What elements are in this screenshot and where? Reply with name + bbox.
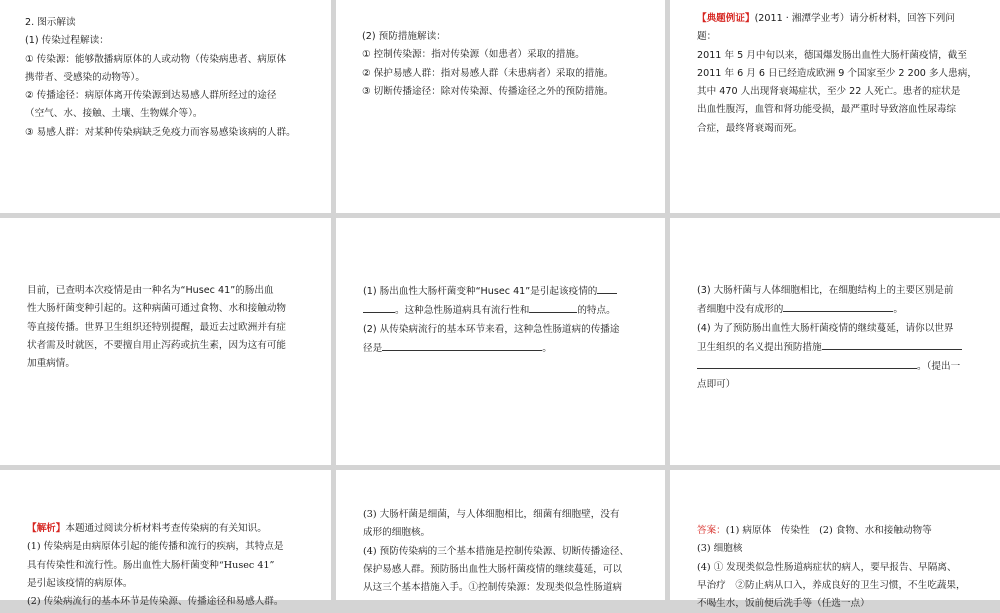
slide-5[interactable]	[336, 218, 665, 465]
text-line: 【解析】本题通过阅读分析材料考查传染病的有关知识。	[27, 523, 267, 534]
question-line: (2) 从传染病流行的基本环节来看，这种急性肠道病的传播途	[363, 323, 620, 335]
text-line: (2) 传染病流行的基本环节是传染源、传播途径和易感人群。	[27, 596, 284, 608]
text-line: ① 控制传染源：指对传染源（如患者）采取的措施。	[362, 49, 585, 61]
question-line: 。（提出一	[697, 357, 986, 376]
slide-4[interactable]	[0, 218, 331, 465]
text-line: ② 传播途径：病原体离开传染源到达易感人群所经过的途径	[25, 90, 277, 102]
text-line: (2) 预防措施解读：	[362, 31, 446, 42]
answer-label: 答案：	[697, 525, 726, 536]
answer-blank	[529, 301, 577, 313]
answer-blank	[783, 300, 893, 312]
text-line: 不喝生水，饭前便后洗手等（任选一点）	[697, 598, 870, 610]
question-line: 卫生组织的名义提出预防措施	[697, 338, 986, 357]
question-line: (3) 大肠杆菌与人体细胞相比，在细胞结构上的主要区别是前	[697, 285, 954, 296]
text-line: 从这三个基本措施入手。①控制传染源：发现类似急性肠道病	[363, 582, 623, 594]
example-source: (2011 · 湘潭学业考）请分析材料，回答下列问	[754, 13, 955, 24]
text-line: 成形的细胞核。	[363, 527, 431, 539]
text-line: 保护易感人群。预防肠出血性大肠杆菌疫情的继续蔓延，可以	[363, 563, 623, 575]
text-line: 目前，已查明本次疫情是由一种名为“Husec 41”的肠出血	[27, 285, 274, 296]
text-line: 早治疗 ②防止病从口入，养成良好的卫生习惯，不生吃蔬果，	[697, 579, 966, 591]
text-line: ③ 易感人群：对某种传染病缺乏免疫力而容易感染该病的人群。	[25, 126, 296, 138]
text-line: 2011 年 5 月中旬以来，德国爆发肠出血性大肠杆菌疫情，截至	[697, 49, 967, 61]
slide-9[interactable]	[670, 470, 1000, 610]
slide-7[interactable]	[0, 470, 331, 608]
text-line: 等直接传播。世界卫生组织还特别提醒，最近去过欧洲并有症	[27, 321, 287, 333]
question-line: 点即可）	[697, 379, 736, 391]
text-line: (1) 传染过程解读：	[25, 35, 109, 47]
answer-blank	[822, 338, 962, 350]
question-line: 径是 。	[363, 339, 657, 358]
question-line: 者细胞中没有成形的 。	[697, 300, 986, 319]
text-line: 2. 图示解读	[25, 17, 76, 28]
text-line	[697, 10, 980, 28]
question-line: 。这种急性肠道病具有流行性和 的特点。	[363, 301, 657, 320]
text-line: 2011 年 6 月 6 日已经造成欧洲 9 个国家至少 2 200 多人患病，	[697, 67, 977, 79]
text-line: 加重病情。	[27, 358, 75, 370]
text-line: （空气、水、接触、土壤、生物媒介等）。	[25, 108, 203, 120]
text-line: (4) ① 发现类似急性肠道病症状的病人，要早报告、早隔离、	[697, 561, 957, 573]
text-line: (3) 大肠杆菌是细菌，与人体细胞相比，细菌有细胞壁，没有	[363, 509, 620, 520]
text-line: 携带者、受感染的动物等）。	[25, 71, 145, 83]
text-line: 题：	[697, 31, 717, 43]
answer-blank	[363, 301, 395, 313]
answer-blank	[382, 339, 542, 351]
text-line: 性大肠杆菌变种引起的。这种病菌可通过食物、水和接触动物	[27, 303, 287, 315]
slide-2[interactable]	[336, 0, 665, 213]
text-line: (4) 预防传染病的三个基本措施是控制传染源、切断传播途径、	[363, 545, 630, 557]
text-line: ① 传染源：能够散播病原体的人或动物（传染病患者、病原体	[25, 53, 287, 65]
example-tag: 【典题例证】	[697, 13, 755, 24]
text-line: (3) 细胞核	[697, 543, 743, 555]
analysis-tag: 【解析】	[27, 523, 66, 534]
question-line: (4) 为了预防肠出血性大肠杆菌疫情的继续蔓延，请你以世界	[697, 322, 954, 334]
text-line: 其中 470 人出现肾衰竭症状，至少 22 人死亡。患者的症状是	[697, 86, 961, 98]
text-line: 答案：(1) 病原体 传染性 (2) 食物、水和接触动物等	[697, 525, 932, 536]
text-line: ③ 切断传播途径：除对传染源、传播途径之外的预防措施。	[362, 85, 614, 97]
text-line: (1) 传染病是由病原体引起的能传播和流行的疾病，其特点是	[27, 541, 284, 553]
text-line: 具有传染性和流行性。肠出血性大肠杆菌变种“Husec 41”	[27, 559, 275, 571]
text-line: 状者需及时就医，不要擅自用止泻药或抗生素，因为这有可能	[27, 339, 287, 351]
slide-1[interactable]	[0, 0, 331, 213]
question-line: (1) 肠出血性大肠杆菌变种“Husec 41”是引起该疫情的	[363, 282, 657, 301]
slide-6[interactable]	[670, 218, 1000, 465]
text-line: 出血性腹泻，血管和肾功能受损，最严重时导致溶血性尿毒综	[697, 104, 957, 116]
slide-8[interactable]	[336, 470, 665, 600]
answer-blank	[697, 357, 917, 369]
answer-blank	[597, 282, 617, 294]
slide-3[interactable]	[670, 0, 1000, 213]
text-line: 合症，最终肾衰竭而死。	[697, 122, 803, 134]
text-line: ② 保护易感人群：指对易感人群（未患病者）采取的措施。	[362, 67, 614, 79]
text-line: 是引起该疫情的病原体。	[27, 577, 133, 589]
